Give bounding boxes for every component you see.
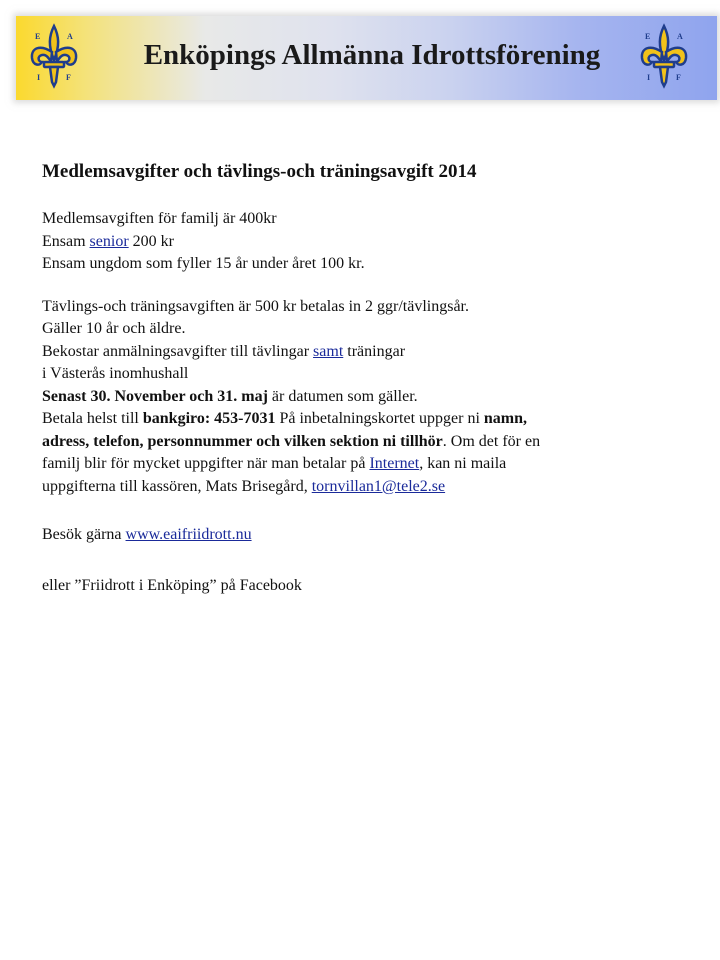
treasurer-line: uppgifterna till kassören, Mats Brisegård, tornvillan1@tele2.se (42, 477, 446, 495)
training-fee-text: Tävlings-och träningsavgiften är 500 kr betalas in 2 ggr/tävlingsår. (42, 297, 469, 315)
fleur-de-lis-emblem-icon (28, 22, 80, 90)
fleur-de-lis-emblem-icon (638, 22, 690, 90)
website-link[interactable]: www.eaifriidrott.nu (125, 526, 252, 543)
deadline-line: Senast 30. November och 31. maj är datumen som gäller. (42, 387, 418, 405)
family-fee-text: Medlemsavgiften för familj är 400kr (42, 210, 277, 227)
senior-link[interactable]: senior (89, 232, 129, 250)
deadline-dates: Senast 30. November och 31. maj (42, 387, 268, 405)
svg-text:E: E (645, 32, 651, 41)
required-info-line: adress, telefon, personnummer och vilken sektion ni tillhör. Om det för en (42, 432, 541, 450)
samt-link[interactable]: samt (313, 342, 344, 360)
required-info: adress, telefon, personnummer och vilken sektion ni tillhör (42, 432, 443, 450)
bankgiro-number: bankgiro: 453-7031 (142, 410, 276, 427)
treasurer-email-link[interactable]: tornvillan1@tele2.se (311, 477, 446, 495)
internet-line: familj blir för mycket uppgifter när man betalar på Internet, kan ni maila (42, 455, 507, 472)
svg-text:F: F (676, 73, 681, 82)
svg-text:I: I (37, 73, 41, 82)
club-name-title: Enköpings Allmänna Idrottsförening (143, 39, 601, 71)
main-content (42, 160, 692, 597)
svg-text:F: F (66, 73, 71, 82)
youth-fee-text: Ensam ungdom som fyller 15 år under året 100 kr. (42, 255, 365, 272)
covers-fees-line: Bekostar anmälningsavgifter till tävlingar samt träningar (42, 342, 406, 360)
internet-link[interactable]: Internet (369, 455, 420, 472)
training-fees-section (42, 296, 692, 499)
page-title: Medlemsavgifter och tävlings-och träningsavgift 2014 (42, 161, 477, 182)
senior-fee-line: Ensam senior 200 kr (42, 232, 174, 250)
payment-line: Betala helst till bankgiro: 453-7031 På inbetalningskortet uppger ni namn, (42, 410, 528, 427)
visit-line: Besök gärna www.eaifriidrott.nu (42, 526, 252, 543)
indoor-hall-text: i Västerås inomhushall (42, 365, 189, 382)
svg-text:A: A (67, 32, 73, 41)
svg-text:E: E (35, 32, 41, 41)
age-requirement-text: Gäller 10 år och äldre. (42, 320, 186, 337)
svg-text:I: I (647, 73, 651, 82)
header-banner (16, 16, 717, 100)
svg-text:A: A (677, 32, 683, 41)
facebook-text: eller ”Friidrott i Enköping” på Facebook (42, 576, 302, 594)
membership-fees-section (42, 208, 692, 276)
